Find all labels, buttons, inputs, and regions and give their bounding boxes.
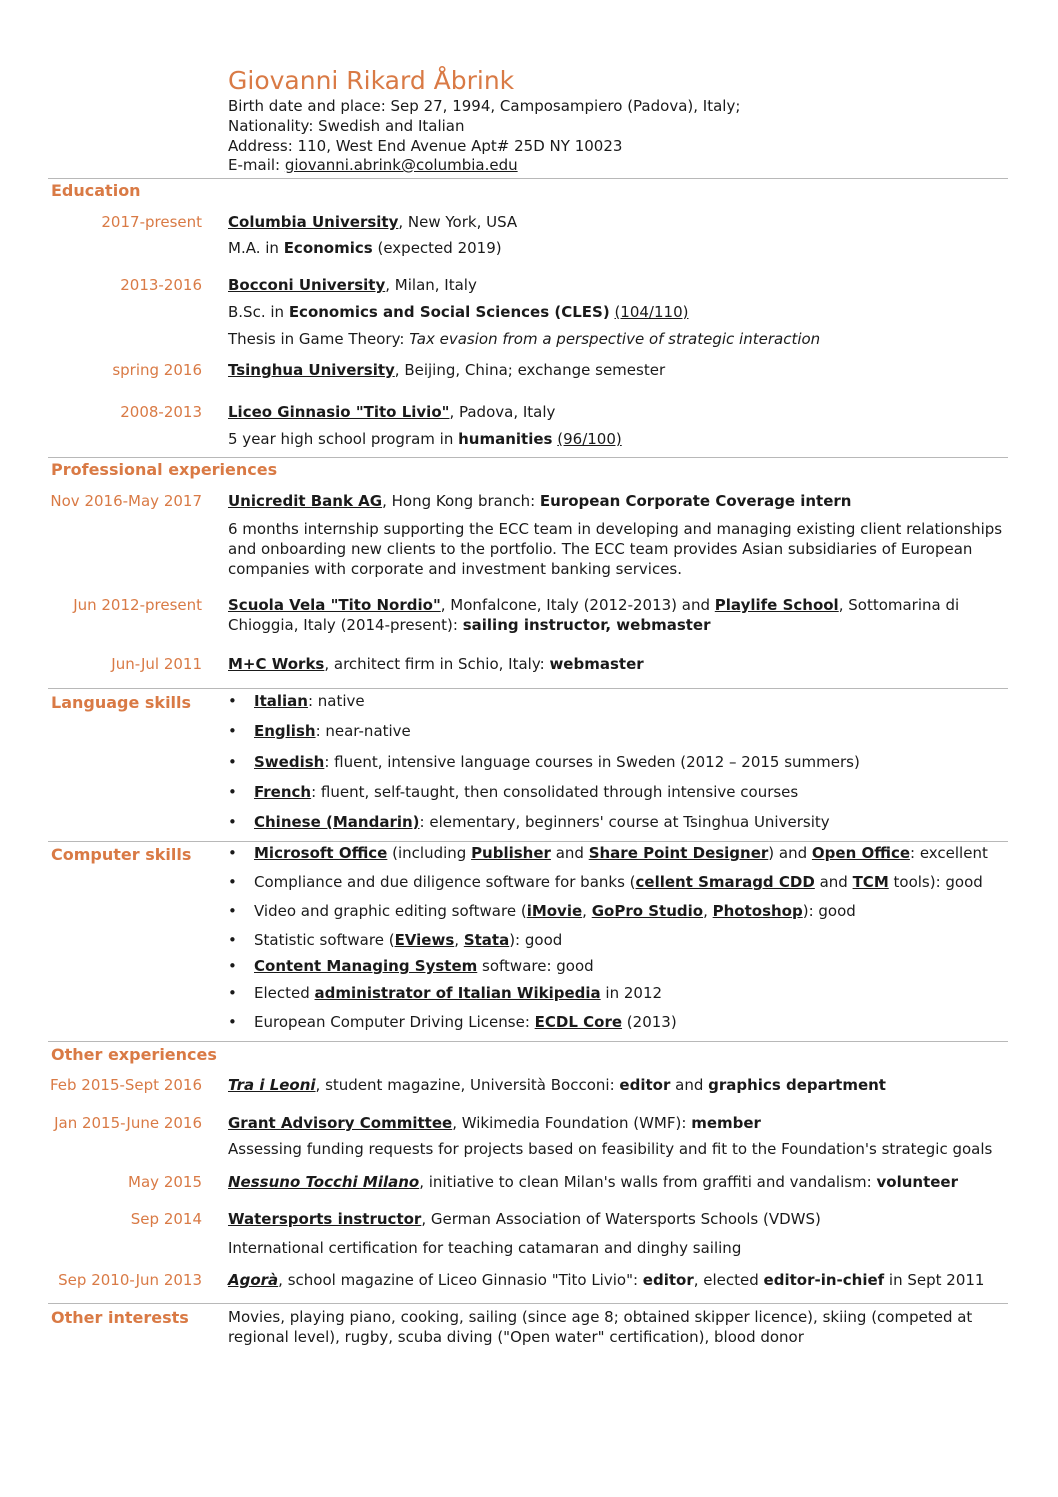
- education-degree: B.Sc. in Economics and Social Sciences (CLES) (104/110): [228, 303, 689, 321]
- computer-skill-item: • Microsoft Office (including Publisher and Share Point Designer) and Open Office: excellent: [228, 844, 988, 862]
- grade-link[interactable]: (104/110): [614, 303, 689, 321]
- language-link[interactable]: Swedish: [254, 753, 325, 771]
- experience-entry: Grant Advisory Committee, Wikimedia Foundation (WMF): member: [228, 1114, 761, 1132]
- software-link[interactable]: Content Managing System: [254, 957, 478, 975]
- person-name: Giovanni Rikard Åbrink: [228, 66, 515, 95]
- software-link[interactable]: Photoshop: [712, 902, 803, 920]
- email-info: [228, 155, 518, 175]
- language-link[interactable]: English: [254, 722, 316, 740]
- interests-text: Movies, playing piano, cooking, sailing (since age 8; obtained skipper licence), skiing (competed at regional level), rugby, scuba diving ("Open water" certification), blood donor: [228, 1308, 973, 1346]
- institution-link[interactable]: Columbia University: [228, 213, 399, 231]
- computer-skill-item: • Compliance and due diligence software for banks (cellent Smaragd CDD and TCM tools): good: [228, 873, 983, 891]
- software-link[interactable]: Open Office: [811, 844, 911, 862]
- software-link[interactable]: Stata: [463, 931, 510, 949]
- institution-link[interactable]: Tsinghua University: [228, 361, 395, 379]
- software-link[interactable]: iMovie: [526, 902, 583, 920]
- job-date: Jun-Jul 2011: [111, 655, 202, 673]
- section-title-other: Other experiences: [51, 1045, 217, 1064]
- job-description: 6 months internship supporting the ECC team in developing and managing existing client relationships and onboarding new clients to the portfolio. The ECC team provides Asian subsidiaries of European companies with corporate and investment banking services.: [228, 520, 1003, 578]
- section-title-computer: Computer skills: [51, 845, 192, 864]
- experience-entry: Nessuno Tocchi Milano, initiative to clean Milan's walls from graffiti and vandalism: volunteer: [228, 1173, 958, 1191]
- section-divider: [48, 1041, 1008, 1042]
- computer-skill-item: • European Computer Driving License: ECDL Core (2013): [228, 1013, 677, 1031]
- education-entry: Liceo Ginnasio "Tito Livio", Padova, Italy: [228, 403, 556, 421]
- organization-link[interactable]: Watersports instructor: [228, 1210, 422, 1228]
- grade-link[interactable]: (96/100): [557, 430, 622, 448]
- experience-date: Sep 2010-Jun 2013: [58, 1271, 202, 1289]
- section-divider: [48, 1303, 1008, 1304]
- education-date: 2017-present: [101, 213, 202, 231]
- experience-date: Feb 2015-Sept 2016: [49, 1076, 202, 1094]
- computer-skill-item: • Statistic software (EViews, Stata): good: [228, 931, 563, 949]
- section-title-education: Education: [51, 181, 141, 200]
- education-degree: 5 year high school program in humanities (96/100): [228, 430, 622, 448]
- software-link[interactable]: Microsoft Office: [254, 844, 388, 862]
- language-item: • French: fluent, self-taught, then consolidated through intensive courses: [228, 783, 799, 801]
- education-date: spring 2016: [112, 361, 202, 379]
- job-date: Nov 2016-May 2017: [50, 492, 202, 510]
- experience-description: Assessing funding requests for projects based on feasibility and fit to the Foundation's strategic goals: [228, 1140, 993, 1158]
- experience-entry: Tra i Leoni, student magazine, Università Bocconi: editor and graphics department: [228, 1076, 886, 1094]
- education-date: 2008-2013: [120, 403, 202, 421]
- language-item: • Italian: native: [228, 692, 365, 710]
- section-title-interests: Other interests: [51, 1308, 189, 1327]
- software-link[interactable]: Share Point Designer: [588, 844, 769, 862]
- experience-date: Sep 2014: [130, 1210, 202, 1228]
- language-link[interactable]: Chinese (Mandarin): [254, 813, 420, 831]
- experience-date: May 2015: [128, 1173, 202, 1191]
- organization-link[interactable]: Unicredit Bank AG: [228, 492, 383, 510]
- organization-link[interactable]: Tra i Leoni: [228, 1076, 316, 1094]
- software-link[interactable]: cellent Smaragd CDD: [635, 873, 815, 891]
- section-divider: [48, 457, 1008, 458]
- institution-link[interactable]: Bocconi University: [228, 276, 386, 294]
- software-link[interactable]: TCM: [852, 873, 889, 891]
- software-link[interactable]: EViews: [394, 931, 455, 949]
- wiki-link[interactable]: administrator of Italian Wikipedia: [314, 984, 601, 1002]
- job-role: Chioggia, Italy (2014-present): sailing instructor, webmaster: [228, 616, 711, 634]
- section-divider: [48, 688, 1008, 689]
- computer-skill-item: • Content Managing System software: good: [228, 957, 594, 975]
- organization-link[interactable]: Agorà: [228, 1271, 279, 1289]
- language-link[interactable]: Italian: [254, 692, 308, 710]
- certificate-link[interactable]: ECDL Core: [534, 1013, 623, 1031]
- organization-link[interactable]: Grant Advisory Committee: [228, 1114, 453, 1132]
- organization-link[interactable]: M+C Works: [228, 655, 325, 673]
- computer-skill-item: • Video and graphic editing software (iMovie, GoPro Studio, Photoshop): good: [228, 902, 856, 920]
- job-entry: M+C Works, architect firm in Schio, Italy: webmaster: [228, 655, 644, 673]
- experience-entry: Agorà, school magazine of Liceo Ginnasio "Tito Livio": editor, elected editor-in-chief in Sept 2011: [228, 1271, 985, 1289]
- education-thesis: Thesis in Game Theory: Tax evasion from a perspective of strategic interaction: [228, 330, 821, 348]
- nationality-info: Nationality: Swedish and Italian: [228, 117, 465, 135]
- language-item: • Chinese (Mandarin): elementary, beginners' course at Tsinghua University: [228, 813, 830, 831]
- section-title-language: Language skills: [51, 693, 192, 712]
- job-entry: Unicredit Bank AG, Hong Kong branch: European Corporate Coverage intern: [228, 492, 852, 510]
- organization-link[interactable]: Nessuno Tocchi Milano: [228, 1173, 420, 1191]
- experience-date: Jan 2015-June 2016: [54, 1114, 202, 1132]
- birth-info: Birth date and place: Sep 27, 1994, Camposampiero (Padova), Italy;: [228, 97, 741, 115]
- organization-link[interactable]: Playlife School: [714, 596, 839, 614]
- education-degree: M.A. in Economics (expected 2019): [228, 239, 502, 257]
- software-link[interactable]: GoPro Studio: [591, 902, 704, 920]
- language-item: • Swedish: fluent, intensive language courses in Sweden (2012 – 2015 summers): [228, 753, 860, 771]
- job-date: Jun 2012-present: [73, 596, 202, 614]
- language-item: • English: near-native: [228, 722, 411, 740]
- email-label: E-mail:: [228, 156, 285, 174]
- education-entry: Tsinghua University, Beijing, China; exchange semester: [228, 361, 666, 379]
- education-entry: Bocconi University, Milan, Italy: [228, 276, 477, 294]
- institution-link[interactable]: Liceo Ginnasio "Tito Livio": [228, 403, 450, 421]
- job-entry: Scuola Vela "Tito Nordio", Monfalcone, Italy (2012-2013) and Playlife School, Sottomarina di: [228, 596, 960, 614]
- section-divider: [48, 841, 1008, 842]
- software-link[interactable]: Publisher: [471, 844, 551, 862]
- education-date: 2013-2016: [120, 276, 202, 294]
- education-entry: Columbia University, New York, USA: [228, 213, 518, 231]
- experience-entry: Watersports instructor, German Association of Watersports Schools (VDWS): [228, 1210, 821, 1228]
- section-title-professional: Professional experiences: [51, 460, 278, 479]
- language-link[interactable]: French: [254, 783, 312, 801]
- organization-link[interactable]: Scuola Vela "Tito Nordio": [228, 596, 441, 614]
- computer-skill-item: • Elected administrator of Italian Wikipedia in 2012: [228, 984, 663, 1002]
- experience-description: International certification for teaching catamaran and dinghy sailing: [228, 1239, 742, 1257]
- section-divider: [48, 178, 1008, 179]
- address-info: Address: 110, West End Avenue Apt# 25D NY 10023: [228, 137, 623, 155]
- email-link[interactable]: giovanni.abrink@columbia.edu: [284, 156, 518, 174]
